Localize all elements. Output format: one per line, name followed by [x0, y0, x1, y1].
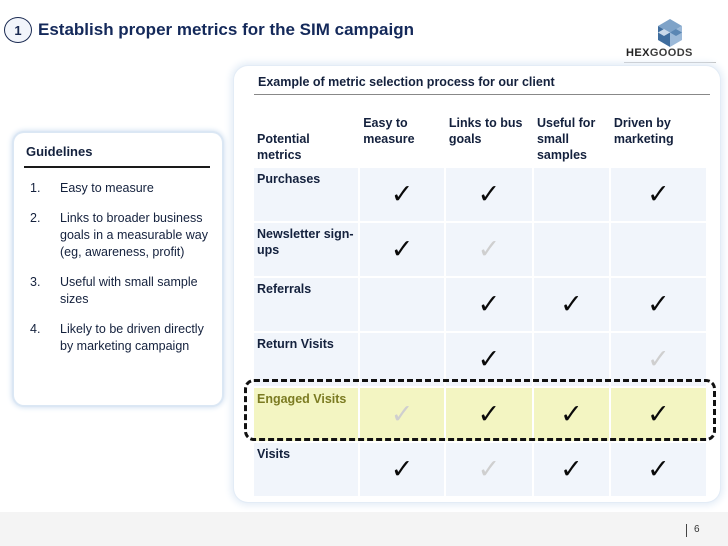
- table-row: [254, 278, 706, 331]
- table-cell: [360, 443, 444, 496]
- table-cell: [446, 443, 532, 496]
- table-cell: [360, 168, 444, 221]
- logo-underline: [624, 62, 716, 63]
- table-row: [254, 223, 706, 276]
- table-cell: [534, 168, 609, 221]
- check-icon: ✓: [477, 289, 501, 319]
- highlight-dashed-outline: [244, 379, 716, 441]
- table-cell: [360, 223, 444, 276]
- check-icon: ✓: [647, 454, 670, 484]
- table-cell: [534, 223, 609, 276]
- check-icon: ✓: [560, 289, 583, 319]
- guideline-text: Easy to measure: [60, 181, 154, 195]
- page-title: Establish proper metrics for the SIM campaign: [38, 20, 414, 39]
- column-header: Potential metrics: [254, 112, 358, 166]
- logo-part-goods: GOODS: [649, 47, 693, 59]
- table-cell: [446, 278, 532, 331]
- guidelines-divider: [24, 166, 210, 168]
- check-icon: ✓: [647, 179, 670, 209]
- metric-name: Purchases: [254, 168, 358, 221]
- metric-name: Engaged Visits: [254, 388, 358, 441]
- guideline-number: 4.: [30, 322, 41, 336]
- table-cell: [611, 223, 706, 276]
- check-icon: ✓: [390, 179, 414, 209]
- subtitle-divider: [254, 94, 710, 95]
- check-icon: ✓: [477, 179, 501, 209]
- column-header: Links to bus goals: [446, 112, 532, 166]
- guideline-text: Links to broader business goals in a measurable way (eg, awareness, profit): [60, 211, 208, 259]
- column-header: Useful for small samples: [534, 112, 609, 166]
- table-cell: [446, 223, 532, 276]
- metric-name: Return Visits: [254, 333, 358, 386]
- section-number-badge: 1: [4, 17, 32, 43]
- table-row: [254, 168, 706, 221]
- check-icon: ✓: [390, 454, 414, 484]
- table-row: [254, 443, 706, 496]
- check-icon: ✓: [560, 399, 583, 429]
- page-number: 6: [694, 524, 700, 535]
- guideline-number: 3.: [30, 275, 41, 289]
- check-icon: ✓: [477, 399, 501, 429]
- guideline-item: [30, 180, 210, 197]
- check-icon: ✓: [647, 289, 670, 319]
- guidelines-list: [30, 180, 210, 368]
- guideline-number: 1.: [30, 181, 41, 195]
- column-header: Driven by marketing: [611, 112, 706, 166]
- faded-check-icon: ✓: [477, 234, 501, 264]
- logo-part-hex: HEX: [626, 47, 650, 59]
- table-cell: [611, 278, 706, 331]
- table-cell: [611, 443, 706, 496]
- table-header-row: [254, 112, 706, 166]
- footer-separator: [686, 524, 687, 537]
- table-cell: [446, 168, 532, 221]
- table-cell: [360, 278, 444, 331]
- guideline-text: Useful with small sample sizes: [60, 275, 198, 306]
- table-cell: [534, 278, 609, 331]
- check-icon: ✓: [390, 234, 414, 264]
- guideline-text: Likely to be driven directly by marketing campaign: [60, 322, 204, 353]
- metric-name: Newsletter sign-ups: [254, 223, 358, 276]
- panel-subtitle: Example of metric selection process for our client: [258, 75, 555, 89]
- guideline-item: [30, 321, 210, 355]
- metric-name: Visits: [254, 443, 358, 496]
- faded-check-icon: ✓: [390, 399, 414, 429]
- guideline-item: [30, 210, 210, 261]
- check-icon: ✓: [477, 344, 501, 374]
- check-icon: ✓: [560, 454, 583, 484]
- guideline-item: [30, 274, 210, 308]
- footer-bar: [0, 512, 728, 546]
- column-header: Easy to measure: [360, 112, 444, 166]
- faded-check-icon: ✓: [477, 454, 501, 484]
- table-cell: [611, 168, 706, 221]
- brand-logo: [626, 47, 693, 59]
- faded-check-icon: ✓: [647, 344, 670, 374]
- guidelines-heading: Guidelines: [26, 144, 93, 159]
- check-icon: ✓: [647, 399, 670, 429]
- guideline-number: 2.: [30, 211, 41, 225]
- table-cell: [534, 443, 609, 496]
- metric-name: Referrals: [254, 278, 358, 331]
